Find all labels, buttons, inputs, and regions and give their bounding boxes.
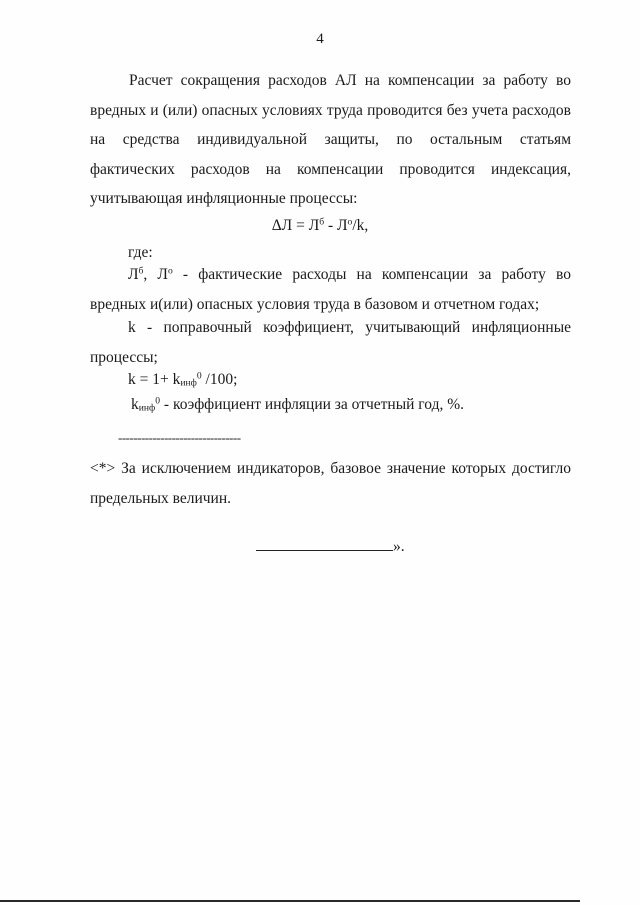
formula-delta-l xyxy=(0,211,640,241)
definition-l xyxy=(90,260,571,319)
page-bottom-rule xyxy=(0,900,640,902)
formula-sup-base: б xyxy=(319,216,325,228)
definition-kinf xyxy=(131,390,464,420)
page-number: 4 xyxy=(316,31,324,47)
footnote-separator: -------------------------------- xyxy=(118,430,241,445)
definition-l-sup-1: б xyxy=(138,265,144,277)
definition-k: k - поправочный коэффициент, учитывающий инфляционные процессы; xyxy=(90,319,571,366)
closing-mark xyxy=(256,537,405,557)
closing-blank-line xyxy=(256,538,393,551)
definition-l-sup-2: о xyxy=(167,265,173,277)
definition-l-separator: , Л xyxy=(143,266,168,283)
formula-mid: - Л xyxy=(324,217,348,234)
definition-l-symbol: Л xyxy=(128,266,139,283)
page-bottom-rule-gap xyxy=(580,899,640,903)
where-label: где: xyxy=(128,244,153,261)
footnote: <*> За исключением индикаторов, базовое значение которых достигло предельных величин. xyxy=(90,460,571,507)
definition-kinf-sub: инф xyxy=(138,402,156,414)
definition-l-text: - фактические расходы на компенсации за работу во вредных и(или) опасных условия труда в базовом и отчетном годах; xyxy=(90,266,571,313)
definition-kinf-prefix: k xyxy=(131,396,139,413)
formula-rhs: /k, xyxy=(352,217,369,234)
formula-lhs: ΔЛ = Л xyxy=(271,217,320,234)
definition-kinf-sup: 0 xyxy=(155,395,161,407)
paragraph-calculation-method: Расчет сокращения расходов АЛ на компенсации за работу во вредных и (или) опасных условиях труда проводится без учета расходов на средства индивидуальной защиты, по остальным статьям фактических расходов на компенсации проводится индексация, учитывающая инфляционные процессы: xyxy=(90,72,571,207)
closing-suffix: ». xyxy=(393,538,405,555)
formula-sup-report: о xyxy=(347,216,353,228)
formula-k-sup: 0 xyxy=(196,370,202,382)
definition-kinf-text: - коэффициент инфляции за отчетный год, %. xyxy=(160,396,464,413)
formula-k-sub: инф xyxy=(180,377,197,389)
formula-k-suffix: /100; xyxy=(201,371,238,388)
formula-k-prefix: k = 1+ k xyxy=(128,371,181,388)
